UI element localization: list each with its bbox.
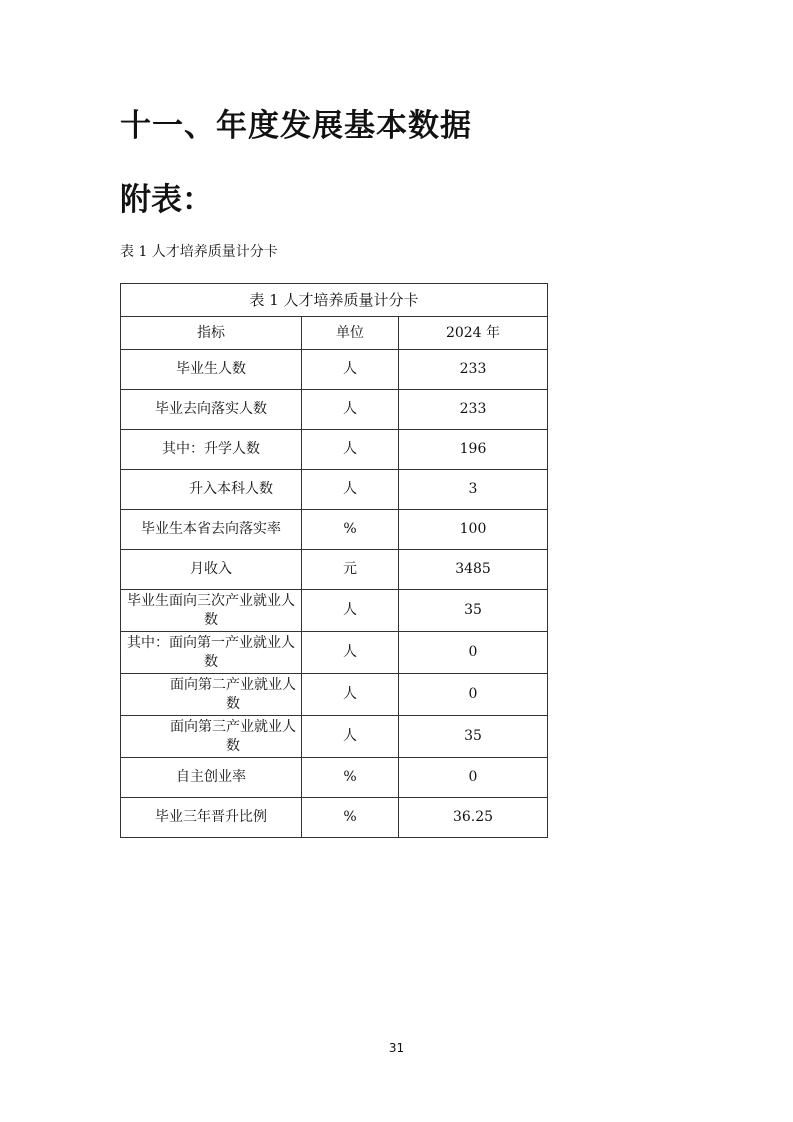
- value-cell: 0: [399, 632, 548, 674]
- table-row: [121, 798, 548, 838]
- value-cell: 36.25: [399, 798, 548, 838]
- table-caption: 表 1 人才培养质量计分卡: [120, 244, 278, 260]
- indicator-cell: 升入本科人数: [121, 470, 302, 510]
- indicator-cell: 自主创业率: [121, 758, 302, 798]
- unit-cell: 人: [302, 674, 399, 716]
- value-cell: 233: [399, 350, 548, 390]
- unit-cell: 人: [302, 632, 399, 674]
- talent-training-score-card-table: [120, 283, 548, 838]
- table-row: [121, 632, 548, 674]
- unit-cell: 人: [302, 430, 399, 470]
- indicator-cell: 其中：面向第一产业就业人数: [121, 632, 302, 674]
- indicator-cell: 月收入: [121, 550, 302, 590]
- table-row: [121, 510, 548, 550]
- unit-cell: %: [302, 510, 399, 550]
- table-title: 表 1 人才培养质量计分卡: [121, 284, 548, 317]
- value-cell: 35: [399, 716, 548, 758]
- unit-cell: 人: [302, 390, 399, 430]
- value-cell: 100: [399, 510, 548, 550]
- value-cell: 196: [399, 430, 548, 470]
- table-header-row: [121, 317, 548, 350]
- table-row: [121, 758, 548, 798]
- unit-cell: 元: [302, 550, 399, 590]
- indicator-cell: 毕业去向落实人数: [121, 390, 302, 430]
- section-title: 十一、年度发展基本数据: [120, 108, 472, 144]
- indicator-cell: 其中：升学人数: [121, 430, 302, 470]
- value-cell: 0: [399, 758, 548, 798]
- table-row: [121, 590, 548, 632]
- indicator-cell: 毕业生本省去向落实率: [121, 510, 302, 550]
- value-cell: 35: [399, 590, 548, 632]
- table-row: [121, 430, 548, 470]
- table-row: [121, 470, 548, 510]
- column-header-indicator: 指标: [121, 317, 302, 350]
- appendix-title: 附表：: [120, 182, 213, 218]
- unit-cell: 人: [302, 350, 399, 390]
- unit-cell: 人: [302, 590, 399, 632]
- value-cell: 3: [399, 470, 548, 510]
- value-cell: 0: [399, 674, 548, 716]
- indicator-cell: 面向第二产业就业人数: [121, 674, 302, 716]
- table-title-row: [121, 284, 548, 317]
- column-header-unit: 单位: [302, 317, 399, 350]
- table-row: [121, 674, 548, 716]
- indicator-cell: 毕业生人数: [121, 350, 302, 390]
- value-cell: 3485: [399, 550, 548, 590]
- indicator-cell: 面向第三产业就业人数: [121, 716, 302, 758]
- unit-cell: 人: [302, 470, 399, 510]
- table-row: [121, 716, 548, 758]
- unit-cell: %: [302, 798, 399, 838]
- value-cell: 233: [399, 390, 548, 430]
- table-row: [121, 550, 548, 590]
- column-header-year: 2024 年: [399, 317, 548, 350]
- indicator-cell: 毕业生面向三次产业就业人数: [121, 590, 302, 632]
- table-row: [121, 390, 548, 430]
- unit-cell: %: [302, 758, 399, 798]
- page-number: 31: [388, 1041, 405, 1055]
- indicator-cell: 毕业三年晋升比例: [121, 798, 302, 838]
- table-row: [121, 350, 548, 390]
- unit-cell: 人: [302, 716, 399, 758]
